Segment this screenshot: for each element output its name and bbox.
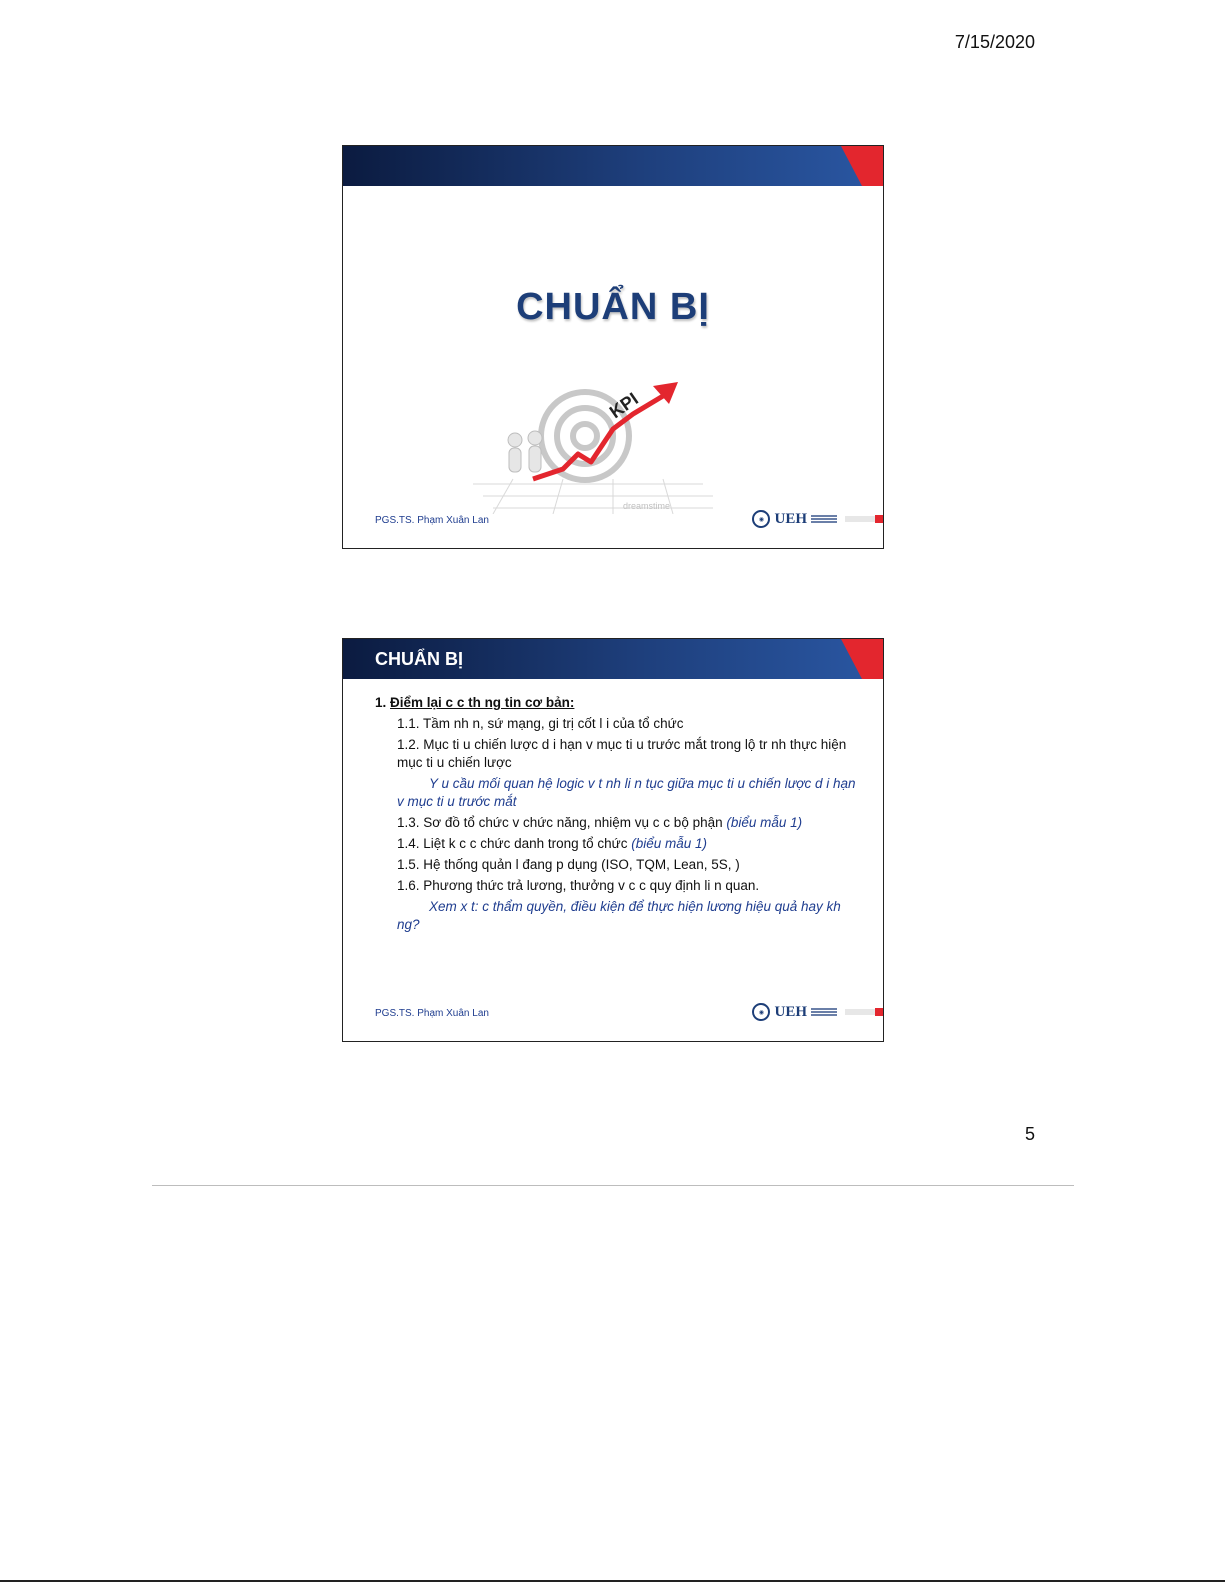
note-text: Xem x t: c thẩm quyền, điều kiện để thực hiện lương hiệu quả hay kh ng? [397, 899, 841, 932]
slide-title [342, 145, 884, 549]
note-text: Y u cầu mối quan hệ logic v t nh li n tục giữa mục ti u chiến lược d i hạn v mục ti u trước mắt [397, 776, 856, 809]
slide-bar-title: CHUẨN BỊ [375, 649, 463, 669]
ueh-logo [752, 510, 883, 528]
slide-content [342, 638, 884, 1042]
logo-lines-icon [811, 1008, 837, 1016]
logo-red-mark [875, 515, 883, 523]
ueh-seal-icon: ◉ [752, 1003, 770, 1021]
list-item: 1.5. Hệ thống quản l đang p dụng (ISO, TQM, Lean, 5S, ) [397, 857, 740, 872]
slide-header-bar [343, 146, 883, 186]
kpi-growth-illustration [473, 374, 713, 514]
page-number: 5 [1024, 1124, 1035, 1144]
list-item: 1.3. Sơ đồ tổ chức v chức năng, nhiệm vụ c c bộ phận (biểu mẫu 1) [397, 815, 803, 830]
kpi-label: KPI [605, 388, 642, 423]
slide-author: PGS.TS. Phạm Xuân Lan [375, 1008, 489, 1019]
watermark-text: dreamstime [623, 501, 671, 511]
slide-main-title: CHUẨN BỊ [516, 286, 710, 328]
page-bottom-border [0, 1580, 1225, 1582]
logo-strip [845, 1009, 875, 1015]
ueh-logo [752, 1003, 883, 1021]
logo-lines-icon [811, 515, 837, 523]
ueh-seal-icon: ◉ [752, 510, 770, 528]
page-divider [152, 1185, 1074, 1186]
list-item: 1.1. Tầm nh n, sứ mạng, gi trị cốt l i của tổ chức [397, 716, 684, 731]
logo-red-mark [875, 1008, 883, 1016]
list-item: 1.2. Mục ti u chiến lược d i hạn v mục ti u trước mắt trong lộ tr nh thực hiện mục ti u chiến lược [397, 737, 847, 770]
page-date: 7/15/2020 [954, 32, 1035, 52]
list-item: 1.4. Liệt k c c chức danh trong tổ chức (biểu mẫu 1) [397, 836, 708, 851]
section-heading: 1. Điểm lại c c th ng tin cơ bản: [375, 695, 575, 710]
ueh-logo-text: UEH [774, 510, 807, 527]
ueh-logo-text: UEH [774, 1003, 807, 1020]
logo-strip [845, 516, 875, 522]
slide-body [375, 694, 860, 934]
list-item: 1.6. Phương thức trả lương, thưởng v c c quy định li n quan. [397, 878, 760, 893]
slide-author: PGS.TS. Phạm Xuân Lan [375, 515, 489, 526]
